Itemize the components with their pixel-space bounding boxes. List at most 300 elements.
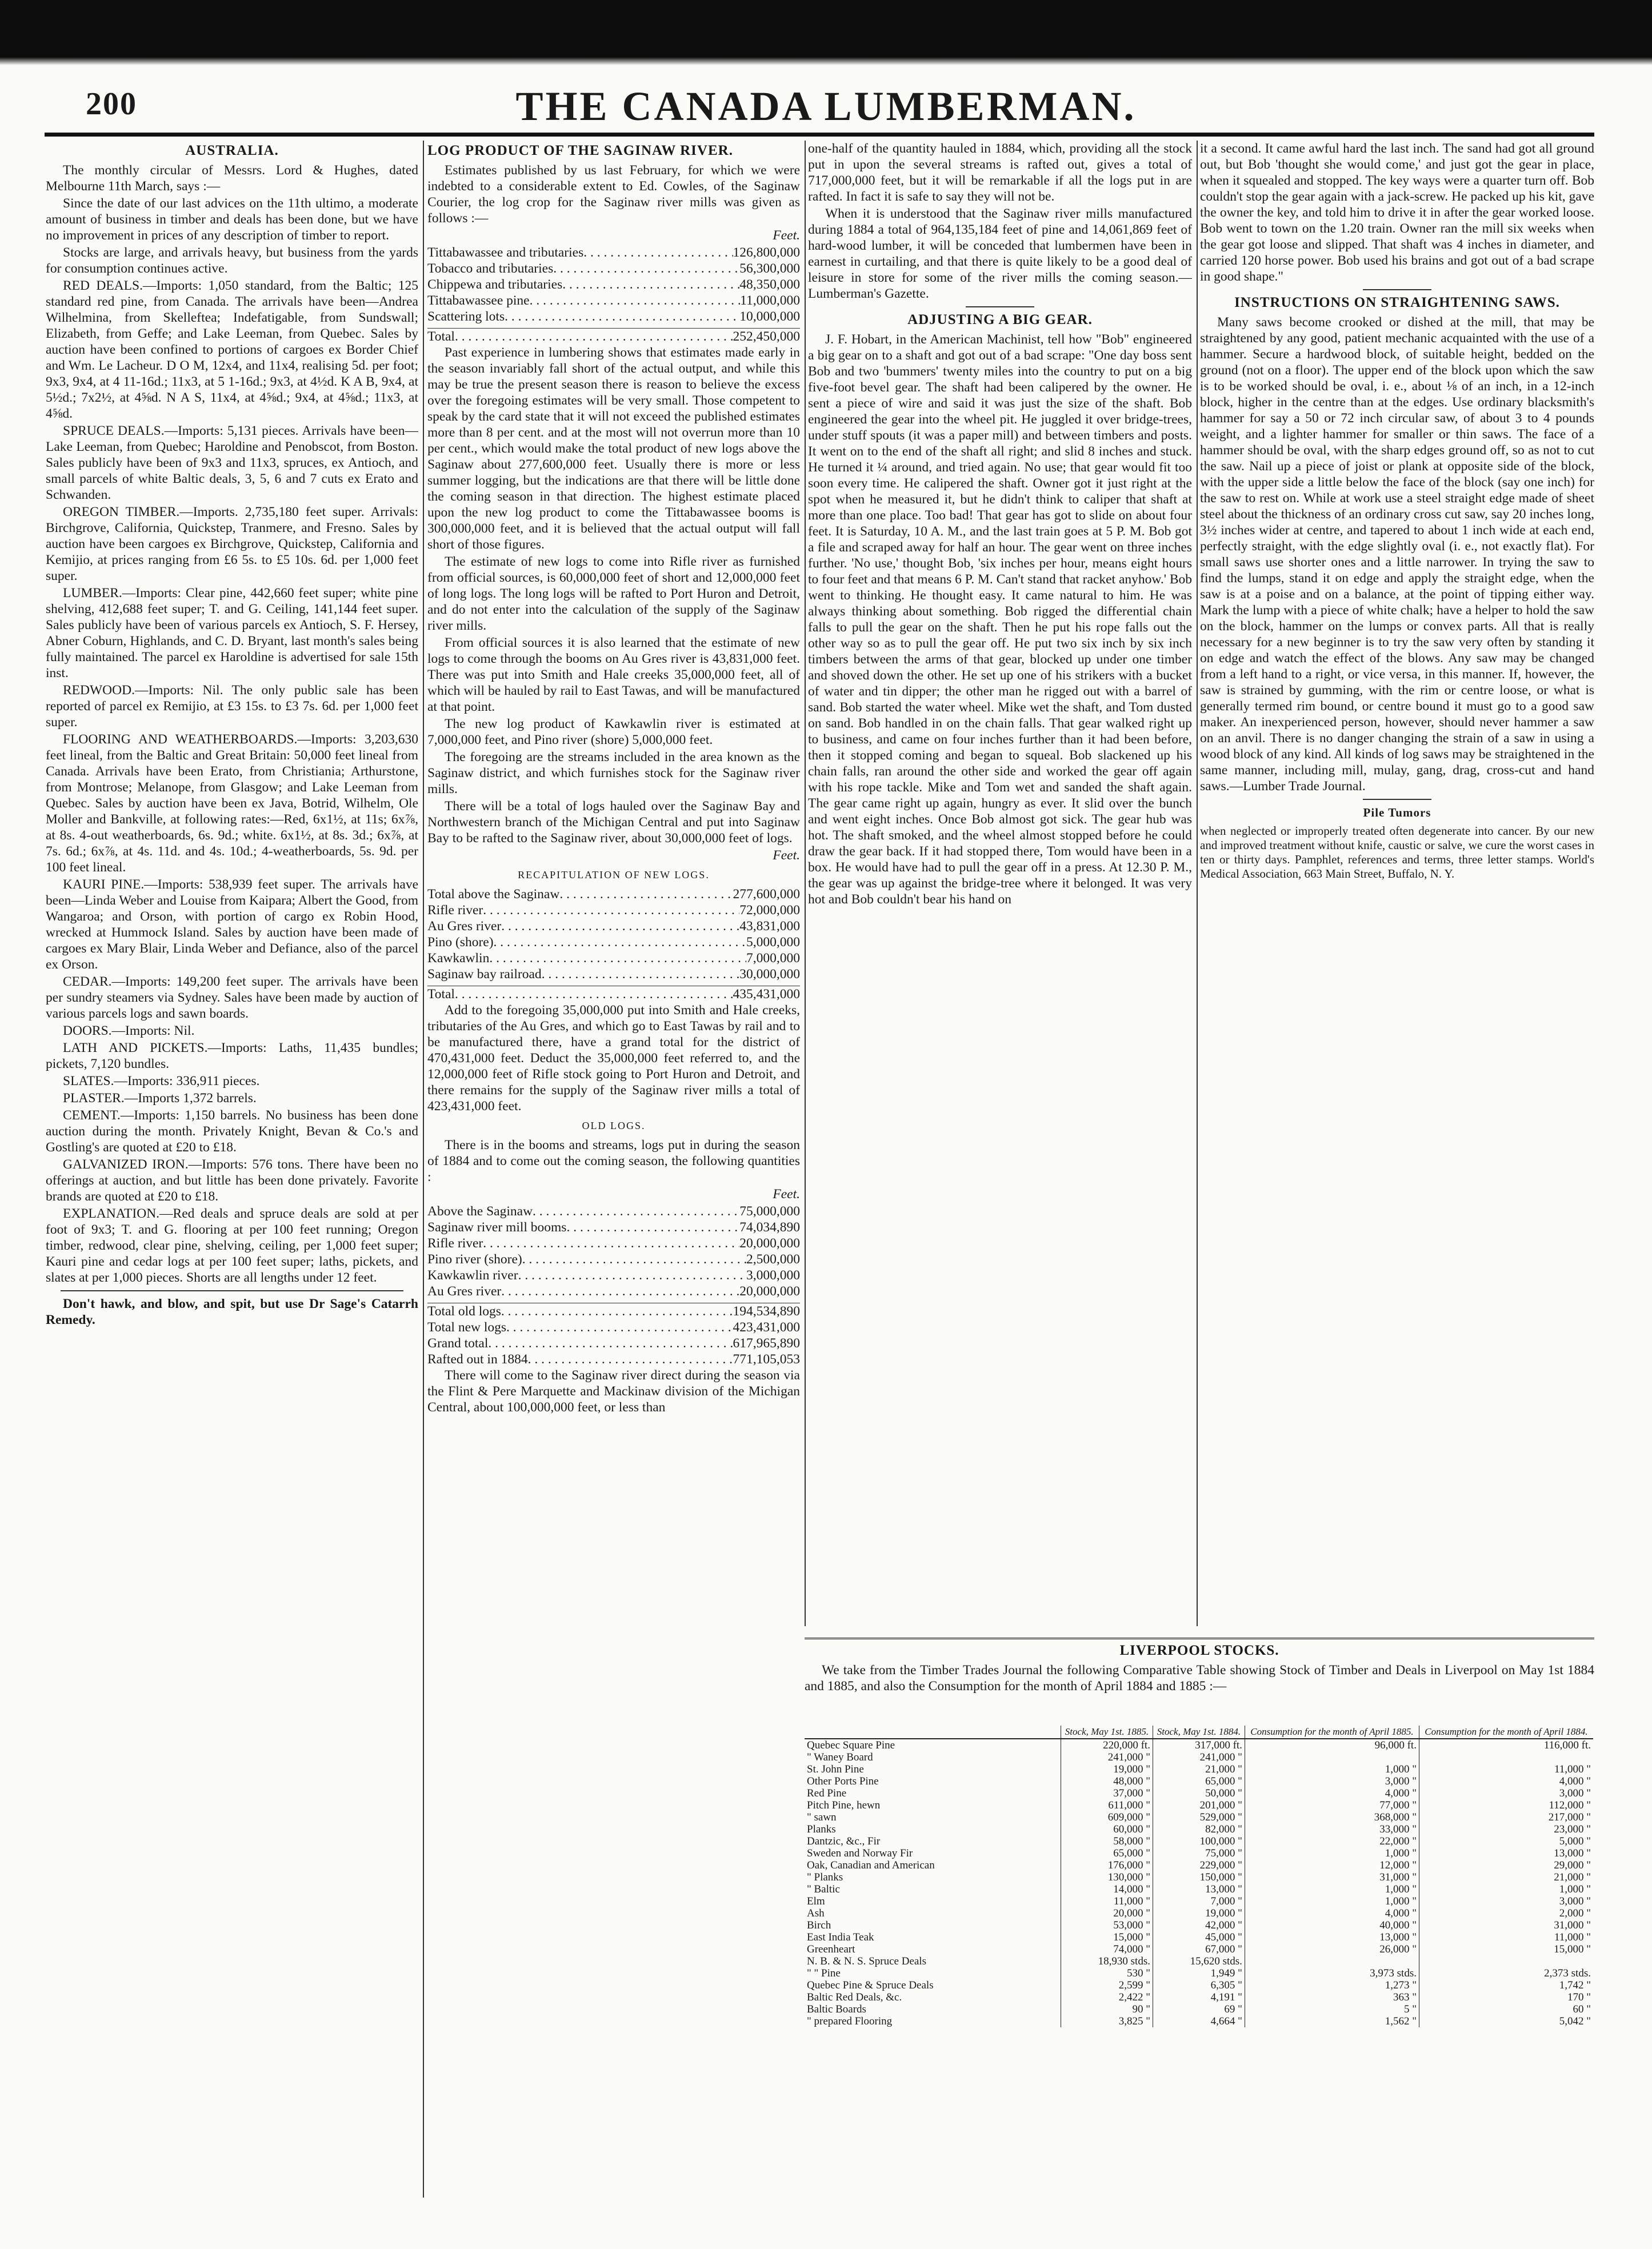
row-label: Total	[427, 329, 455, 344]
table-cell: 19,000 "	[1153, 1907, 1245, 1919]
row-label: N. B. & N. S. Spruce Deals	[807, 1955, 926, 1967]
row-label: " " Pine	[807, 1967, 841, 1979]
table-cell: 1,273 "	[1245, 1979, 1419, 1991]
dot-leader	[501, 918, 739, 934]
article-title: AUSTRALIA.	[185, 143, 279, 158]
table-cell: 2,373 stds.	[1419, 1967, 1593, 1979]
table-cell	[1419, 1955, 1593, 1967]
row-label: Elm	[807, 1895, 825, 1907]
table-cell: 26,000 "	[1245, 1943, 1419, 1955]
table-cell: 1,949 "	[1153, 1967, 1245, 1979]
table-row	[805, 1835, 1593, 1847]
liverpool-section	[805, 1638, 1594, 1694]
row-label: Pino river (shore)	[427, 1252, 522, 1267]
row-value: 48,350,000	[739, 277, 800, 292]
row-label: Quebec Pine & Spruce Deals	[807, 1979, 934, 1991]
table-cell: 4,191 "	[1153, 1991, 1245, 2003]
table-header: Stock, May 1st. 1885.	[1061, 1726, 1153, 1739]
row-value: 43,831,000	[739, 919, 800, 934]
paragraph: GALVANIZED IRON.—Imports: 576 tons. There have been no offerings at auction, and but little has been done privately. Favorite brands are quoted at £20 to £18.	[46, 1157, 418, 1204]
table-cell: 13,000 "	[1153, 1883, 1245, 1895]
row-label: Kawkawlin	[427, 951, 490, 966]
page-number: 200	[86, 86, 137, 122]
column-divider	[423, 141, 424, 2198]
table-cell: 58,000 "	[1061, 1835, 1153, 1847]
table-cell: 13,000 "	[1245, 1931, 1419, 1943]
table-row	[427, 950, 800, 966]
table-row	[427, 1203, 800, 1219]
row-label: Rafted out in 1884	[427, 1352, 528, 1367]
recap-title: RECAPITULATION OF NEW LOGS.	[518, 869, 710, 881]
row-label: Total new logs	[427, 1320, 507, 1335]
table-cell: 53,000 "	[1061, 1919, 1153, 1931]
paragraph: LUMBER.—Imports: Clear pine, 442,660 feet super; white pine shelving, 412,688 feet super; T. and G. Ceiling, 141,144 feet super. Sales publicly have been of various parcels ex Antioch, S. F. Hersey, Abner Coburn, Highlands, and C. D. Bryant, last month's sales being fully maintained. The parcel ex Haroldine is advertised for sale 15th inst.	[46, 586, 418, 681]
row-value: 126,800,000	[733, 245, 800, 260]
table-cell: 241,000 "	[1153, 1751, 1245, 1763]
dot-leader	[494, 934, 746, 950]
row-label: Chippewa and tributaries	[427, 277, 563, 292]
table-header: Stock, May 1st. 1884.	[1153, 1726, 1245, 1739]
row-label: " Planks	[807, 1871, 843, 1883]
column-australia	[46, 141, 418, 2232]
paragraph: RED DEALS.—Imports: 1,050 standard, from the Baltic; 125 standard red pine, from Canada. The arrivals have been—Andrea Wilhelmina, from Skelleftea; Indefatigable, from Sundswall; Elizabeth, from Geffe; and Lake Leeman, from Quebec. Sales by auction have been confined to portions of cargoes ex Border Chief and Wm. Le Lacheur. D O M, 12x4, and 11x4, realising 5d. per foot; 9x3, 9x4, at 4 11-16d.; 11x3, at 5 1-16d.; 9x3, at 4½d. K A B, 9x4, at 5½d.; 7x2½, at 4⅝d. N A S, 11x4, at 4⅝d.; 9x4, at 4⅝d.; 11x3, at 4⅝d.	[46, 278, 418, 421]
row-value: 435,431,000	[733, 987, 800, 1002]
table-cell: 3,000 "	[1419, 1787, 1593, 1799]
table-cell: 229,000 "	[1153, 1859, 1245, 1871]
table-row	[427, 886, 800, 902]
article-title: ADJUSTING A BIG GEAR.	[907, 312, 1093, 327]
paragraph: The foregoing are the streams included in the area known as the Saginaw district, and which furnishes stock for the Saginaw river mills.	[427, 750, 800, 797]
row-label: Red Pine	[807, 1787, 847, 1799]
table-cell: 4,664 "	[1153, 2015, 1245, 2027]
row-value: 277,600,000	[733, 887, 800, 902]
paragraph: Stocks are large, and arrivals heavy, but business from the yards for consumption continues active.	[46, 245, 418, 276]
table-cell: 18,930 stds.	[1061, 1955, 1153, 1967]
table-cell: 60 "	[1419, 2003, 1593, 2015]
table-body	[805, 1739, 1593, 2027]
paragraph: Since the date of our last advices on the 11th ultimo, a moderate amount of business in timber and deals has been done, but we have no improvement in prices of any description of timber to report.	[46, 196, 418, 243]
row-label: Quebec Square Pine	[807, 1739, 895, 1751]
row-label: Dantzic, &c., Fir	[807, 1835, 881, 1847]
table-row	[427, 1303, 800, 1319]
paragraph: CEDAR.—Imports: 149,200 feet super. The arrivals have been per sundry steamers via Sydney. Sales have been made by auction of various parcels logs and sawn boards.	[46, 974, 418, 1021]
paragraph: Estimates published by us last February, for which we were indebted to a considerable extent to Ed. Cowles, of the Saginaw Courier, the log crop for the Saginaw river mills was given as follows :—	[427, 163, 800, 226]
table-row	[805, 1943, 1593, 1955]
feet-label: Feet.	[773, 848, 800, 863]
dot-leader	[533, 1203, 739, 1219]
row-label: Ash	[807, 1907, 825, 1919]
dot-leader	[518, 1267, 746, 1283]
table-cell: 15,620 stds.	[1153, 1955, 1245, 1967]
dot-leader	[505, 309, 739, 325]
table-row	[805, 1811, 1593, 1823]
paragraph: When it is understood that the Saginaw river mills manufactured during 1884 a total of 964,135,184 feet of pine and 14,061,869 feet of hard-wood lumber, it will be conceded that lumbermen have been in earnest in curtailing, and that there is quite likely to be a good deal of leisure in store for some of the river mills the coming season.—Lumberman's Gazette.	[808, 206, 1192, 301]
row-value: 20,000,000	[739, 1236, 800, 1251]
advert-title: Pile Tumors	[1363, 806, 1431, 819]
table-cell: 1,562 "	[1245, 2015, 1419, 2027]
table-cell: 14,000 "	[1061, 1883, 1153, 1895]
table-row	[805, 1979, 1593, 1991]
row-value: 771,105,053	[733, 1352, 800, 1367]
row-value: 11,000,000	[740, 293, 800, 308]
table-cell: 65,000 "	[1153, 1775, 1245, 1787]
table-cell: 176,000 "	[1061, 1859, 1153, 1871]
table-cell: 50,000 "	[1153, 1787, 1245, 1799]
paragraph: Past experience in lumbering shows that estimates made early in the season invariably fall short of the actual output, and while this may be true the present season there is reason to believe the excess over the foregoing estimates will be very small. Those competent to speak by the card state that it will not exceed the published estimates more than 8 per cent. and at the most will not overrun more than 10 per cent., which would make the total product of new logs above the Saginaw about 277,600,000 feet. Usually there is more or less summer logging, but the indications are that there will be little done the coming season in that direction. The highest estimate placed upon the new log product to come the Tittabawassee booms is 300,000,000 feet, and it is believed that the actual output will fall short of those figures.	[427, 345, 800, 552]
row-label: " sawn	[807, 1811, 837, 1823]
table-cell: 2,000 "	[1419, 1907, 1593, 1919]
table-row	[805, 1955, 1593, 1967]
advertisement: Don't hawk, and blow, and spit, but use Dr Sage's Catarrh Remedy.	[46, 1296, 418, 1327]
table-cell: 220,000 ft.	[1061, 1739, 1153, 1751]
table-cell: 65,000 "	[1061, 1847, 1153, 1859]
recap-total-row	[427, 986, 800, 1002]
column-gear	[808, 141, 1192, 1632]
table-row	[805, 1967, 1593, 1979]
table-cell: 100,000 "	[1153, 1835, 1245, 1847]
table-row	[805, 2003, 1593, 2015]
table-cell: 170 "	[1419, 1991, 1593, 2003]
row-value: 3,000,000	[746, 1268, 800, 1283]
table-cell: 69 "	[1153, 2003, 1245, 2015]
dot-leader	[501, 1283, 739, 1299]
row-label: Baltic Red Deals, &c.	[807, 1991, 902, 2003]
row-value: 252,450,000	[733, 329, 800, 344]
paragraph: FLOORING AND WEATHERBOARDS.—Imports: 3,203,630 feet lineal, from the Baltic and Great Britain: 50,000 feet lineal from Canada. Arrivals have been Erato, from Christiania; Arthurstone, from Montrose; Melanope, from Glasgow; and Lake Leeman from Quebec. Sales by auction have been ex Java, Botrid, Wilhelm, Ole Moller and Bankville, at following rates:—Red, 6x1½, at 11s; 6x⅞, at 8s. 4-out weatherboards, 6s. 9d.; white. 6x1½, at 8s. 3d.; 6x⅞, at 7s. 6d.; 6x⅞, at 4s. 11d. and 4s. 10d.; 4-weatherboards, 5s. 9d. per 100 feet lineal.	[46, 732, 418, 875]
table-cell: 1,000 "	[1245, 1847, 1419, 1859]
table-cell: 6,305 "	[1153, 1979, 1245, 1991]
paragraph: There is in the booms and streams, logs put in during the season of 1884 and to come out the coming season, the following quantities :	[427, 1138, 800, 1184]
row-label: " prepared Flooring	[807, 2015, 893, 2027]
paragraph: one-half of the quantity hauled in 1884, which, providing all the stock put in upon the several streams is rafted out, gives a total of 717,000,000 feet, but it will be remarkable if all the logs put in are rafted. In fact it is safe to say they will not be.	[808, 141, 1192, 204]
old-logs-totals	[427, 1303, 800, 1367]
recap-list	[427, 886, 800, 982]
table-row	[427, 1267, 800, 1283]
table-cell: 15,000 "	[1061, 1931, 1153, 1943]
paragraph: J. F. Hobart, in the American Machinist, tell how "Bob" engineered a big gear on to a shaft and got out of a bad scrape: "One day boss sent Bob and two 'bummers' twenty miles into the country to put on a big five-foot bevel gear. The shaft had been calipered by the owner. He sent a piece of wire and said it was just the size of the shaft. Bob engineered the gear into the wheel pit. He juggled it over bridge-trees, under stuff spouts (it was a paper mill) and between timbers and posts. It went on to the end of the shaft all right; and slid 8 inches and stuck. He turned it ¼ around, and tried again. No use; that gear would fit too soon every time. He calipered the shaft. Owner got it just right at the spot when he measured it, but he didn't think to caliper that shaft at more than one place. Too bad! That gear has got to slide on about four feet. It is Saturday, 10 A. M., and the last train goes at 5 P. M. Bob got a file and scraped away for half an hour. The gear went on three inches further. 'No use,' thought Bob, 'six inches per hour, means eight hours to four feet and that means 6 P. M. Can't stand that racket anyhow.' Bob went to thinking. He thought easy. It came natural to him. He was always thinking about something. Bob rigged the differential chain falls to pull the gear on the shaft. Then he put his rope falls out the other way so as to pull the gear off. He put two six inch by six inch timbers between the arms of that gear, blocked up under one timber and shoved down the other. He set up one of his strikers with a bucket of water and tin dipper; the other man he rigged out with a barrel of sand. Bob started the water wheel. Mike wet the shaft, and Tom dusted on sand. Bob handled in on the chain falls. That gear walked right up to business, and came on four inches further than it had been before, then it stopped coming and began to squeal. Bob slackened up his chain falls, ran around the other side and worked the gear off again with his rope tackle. Mike and Tom wet and sanded the shaft again. The gear came right up again, hungry as ever. It slid over the bunch and went eight inches. Once Bob almost got sick. The gear hub was hot. The shaft smoked, and the wheel almost stopped before he could draw the gear back. If it had stopped there, Tom would have been in a box. He would have had to pull the gear off in a press. At 12.30 P. M., the gear was up against the bridge-tree where it belonged. It was very hot and Bob couldn't bear his hand on	[808, 332, 1192, 907]
table-header: Consumption for the month of April 1885.	[1245, 1726, 1419, 1739]
table-cell: 4,000 "	[1245, 1787, 1419, 1799]
row-label: " Waney Board	[807, 1751, 873, 1763]
table-row	[427, 309, 800, 325]
divider	[1363, 289, 1431, 290]
masthead: THE CANADA LUMBERMAN.	[515, 83, 1137, 129]
table-row	[805, 1907, 1593, 1919]
table-cell: 29,000 "	[1419, 1859, 1593, 1871]
table-row	[805, 2015, 1593, 2027]
dot-leader	[506, 1319, 733, 1335]
table-cell: 13,000 "	[1419, 1847, 1593, 1859]
table-cell: 3,000 "	[1245, 1775, 1419, 1787]
paragraph: OREGON TIMBER.—Imports. 2,735,180 feet super. Arrivals: Birchgrove, California, Quickstep, Tranmere, and Fresno. Sales by auction have been cargoes ex Birchgrove, Quickstep, California and Kemijio, at prices ranging from £6 5s. to £5 10s. 6d. per 1,000 feet super.	[46, 505, 418, 583]
table-cell: 67,000 "	[1153, 1943, 1245, 1955]
row-label: Tittabawassee pine	[427, 293, 530, 308]
column-divider	[805, 141, 806, 1626]
table-cell: 1,000 "	[1419, 1883, 1593, 1895]
row-value: 423,431,000	[733, 1320, 800, 1335]
table-row	[805, 1859, 1593, 1871]
table-cell: 116,000 ft.	[1419, 1739, 1593, 1751]
paragraph: Add to the foregoing 35,000,000 put into Smith and Hale creeks, tributaries of the Au Gres, and which go to East Tawas by rail and to be manufactured there, have a grand total for the district of 470,431,000 feet. Deduct the 35,000,000 feet referred to, and the 12,000,000 feet of Rifle stock going to Port Huron and Detroit, and there remains for the supply of the Saginaw river mills a total of 423,431,000 feet.	[427, 1003, 800, 1114]
row-label: Total above the Saginaw	[427, 887, 560, 902]
row-label: Rifle river	[427, 903, 483, 918]
row-label: Above the Saginaw	[427, 1204, 533, 1219]
divider	[1363, 799, 1431, 800]
column-saws	[1200, 141, 1594, 1632]
table-row	[427, 1235, 800, 1251]
table-cell: 12,000 "	[1245, 1859, 1419, 1871]
table-cell: 37,000 "	[1061, 1787, 1153, 1799]
paragraph: The monthly circular of Messrs. Lord & Hughes, dated Melbourne 11th March, says :—	[46, 163, 418, 194]
dot-leader	[488, 1335, 733, 1351]
table-cell: 3,825 "	[1061, 2015, 1153, 2027]
article-title: INSTRUCTIONS ON STRAIGHTENING SAWS.	[1234, 295, 1560, 310]
row-label: Au Gres river	[427, 1284, 502, 1299]
dot-leader	[483, 1235, 739, 1251]
table-row	[805, 1751, 1593, 1763]
table-cell: 11,000 "	[1419, 1931, 1593, 1943]
table-row	[427, 1219, 800, 1235]
paragraph: SPRUCE DEALS.—Imports: 5,131 pieces. Arrivals have been—Lake Leeman, from Quebec; Haroldine and Penobscot, from Boston. Sales publicly have been of 9x3 and 11x3, spruces, ex Antioch, and small parcels of white Baltic deals, 3, 5, 6 and 7 cuts ex Erato and Schwanden.	[46, 423, 418, 502]
row-label: Tobacco and tributaries	[427, 261, 554, 276]
table-row	[805, 1763, 1593, 1775]
table-cell: 11,000 "	[1061, 1895, 1153, 1907]
table-row	[427, 902, 800, 918]
table-header: Consumption for the month of April 1884.	[1419, 1726, 1593, 1739]
header-rule	[45, 133, 1594, 137]
feet-label: Feet.	[773, 1187, 800, 1202]
top-edge-scan-band	[0, 0, 1652, 57]
table-row	[427, 1351, 800, 1367]
table-cell: 48,000 "	[1061, 1775, 1153, 1787]
row-value: 2,500,000	[746, 1252, 800, 1267]
table-cell: 75,000 "	[1153, 1847, 1245, 1859]
row-label: St. John Pine	[807, 1763, 864, 1775]
table-cell: 11,000 "	[1419, 1763, 1593, 1775]
row-value: 20,000,000	[739, 1284, 800, 1299]
column-saginaw	[427, 141, 800, 2232]
table-cell: 130,000 "	[1061, 1871, 1153, 1883]
dot-leader	[528, 1351, 733, 1367]
table-cell: 112,000 "	[1419, 1799, 1593, 1811]
table-cell: 4,000 "	[1419, 1775, 1593, 1787]
paragraph: There will come to the Saginaw river direct during the season via the Flint & Pere Marquette and Mackinaw division of the Michigan Central, about 100,000,000 feet, or less than	[427, 1368, 800, 1415]
table-cell: 77,000 "	[1245, 1799, 1419, 1811]
table-row	[427, 261, 800, 277]
row-label: Sweden and Norway Fir	[807, 1847, 913, 1859]
table-row	[427, 293, 800, 309]
table-row	[805, 1919, 1593, 1931]
table-cell: 31,000 "	[1245, 1871, 1419, 1883]
row-value: 5,000,000	[746, 935, 800, 950]
table-cell: 2,422 "	[1061, 1991, 1153, 2003]
dot-leader	[553, 261, 739, 277]
advertisement: when neglected or improperly treated often degenerate into cancer. By our new and improved treatment without knife, caustic or salve, we cure the worst cases in ten or thirty days. Pamphlet, references and terms, three letter stamps. World's Medical Association, 663 Main Street, Buffalo, N. Y.	[1200, 824, 1594, 881]
article-title: LIVERPOOL STOCKS.	[1119, 1643, 1279, 1658]
table-row	[427, 966, 800, 982]
table-cell: 7,000 "	[1153, 1895, 1245, 1907]
row-label: Saginaw river mill booms	[427, 1220, 567, 1235]
table-cell: 33,000 "	[1245, 1823, 1419, 1835]
row-label: Oak, Canadian and American	[807, 1859, 935, 1871]
table-row	[805, 1739, 1593, 1751]
row-label: Other Ports Pine	[807, 1775, 879, 1787]
table-cell: 1,000 "	[1245, 1895, 1419, 1907]
row-label: Au Gres river	[427, 919, 502, 934]
row-value: 7,000,000	[746, 951, 800, 966]
paragraph: REDWOOD.—Imports: Nil. The only public sale has been reported of parcel ex Remijio, at £3 15s. to £3 7s. 6d. per 1,000 feet super.	[46, 683, 418, 730]
table-cell: 5,042 "	[1419, 2015, 1593, 2027]
table-cell: 2,599 "	[1061, 1979, 1153, 1991]
table-cell: 317,000 ft.	[1153, 1739, 1245, 1751]
table-cell: 363 "	[1245, 1991, 1419, 2003]
paragraph: EXPLANATION.—Red deals and spruce deals are sold at per foot of 9x3; T. and G. flooring at per 100 feet running; Oregon timber, redwood, clear pine, shelving, ceiling, per 1,000 feet super; Kauri pine and cedar logs at per 100 feet super; laths, pickets, and slates at per 1,000 pieces. Shorts are all lengths under 12 feet.	[46, 1206, 418, 1285]
crop-estimate-list	[427, 245, 800, 325]
table-row	[427, 918, 800, 934]
table-cell: 150,000 "	[1153, 1871, 1245, 1883]
table-cell: 1,000 "	[1245, 1883, 1419, 1895]
row-label: Saginaw bay railroad	[427, 967, 542, 982]
dot-leader	[483, 902, 739, 918]
table-row	[805, 1931, 1593, 1943]
table-header-item	[805, 1726, 1061, 1739]
dot-leader	[559, 886, 733, 902]
row-label: Pino (shore)	[427, 935, 494, 950]
row-value: 30,000,000	[739, 967, 800, 982]
row-label: Baltic Boards	[807, 2003, 866, 2015]
liverpool-stocks-table	[805, 1726, 1593, 2027]
row-value: 194,534,890	[733, 1304, 800, 1319]
table-cell	[1245, 1751, 1419, 1763]
table-row	[427, 934, 800, 950]
paragraph: The new log product of Kawkawlin river is estimated at 7,000,000 feet, and Pino river (shore) 5,000,000 feet.	[427, 717, 800, 747]
table-row	[805, 1799, 1593, 1811]
row-label: Greenheart	[807, 1943, 855, 1955]
table-row	[805, 1895, 1593, 1907]
row-value: 10,000,000	[739, 309, 800, 324]
row-label: Scattering lots	[427, 309, 505, 324]
row-value: 617,965,890	[733, 1336, 800, 1351]
table-cell: 45,000 "	[1153, 1931, 1245, 1943]
table-row	[805, 1823, 1593, 1835]
paragraph: From official sources it is also learned that the estimate of new logs to come through the booms on Au Gres river is 43,831,000 feet. There was put into Smith and Hale creeks 35,000,000 feet, all of which will be hauled by rail to East Tawas, and will be manufactured at that point.	[427, 635, 800, 714]
divider	[61, 1290, 403, 1291]
paragraph: it a second. It came awful hard the last inch. The sand had got all ground out, but Bob 'thought she would come,' and just got the gear in place, when it squealed and stopped. The key ways were a quarter turn off. Bob couldn't stop the gear again with a jack-screw. He packed up his kit, gave the owner the key, and told him to drive it in after the gear worked loose. Bob went to town on the 1.20 train. Owner ran the mill six weeks when the gear got loose and slipped. That shaft was 4 inches in diameter, and carried 120 horse power. Bob used his brains and got out of a bad scrape in good shape."	[1200, 141, 1594, 284]
dot-leader	[530, 293, 740, 309]
row-label: Birch	[807, 1919, 831, 1931]
table-cell: 3,000 "	[1419, 1895, 1593, 1907]
dot-leader	[501, 1303, 733, 1319]
table-row	[427, 277, 800, 293]
table-row	[805, 1871, 1593, 1883]
row-label: Pitch Pine, hewn	[807, 1799, 881, 1811]
table-cell: 241,000 "	[1061, 1751, 1153, 1763]
table-cell: 530 "	[1061, 1967, 1153, 1979]
dot-leader	[566, 1219, 739, 1235]
paragraph: We take from the Timber Trades Journal the following Comparative Table showing Stock of Timber and Deals in Liverpool on May 1st 1884 and 1885, and also the Consumption for the month of April 1884 and 1885 :—	[805, 1663, 1594, 1694]
table-cell: 5,000 "	[1419, 1835, 1593, 1847]
row-label: Kawkawlin river	[427, 1268, 518, 1283]
row-label: " Baltic	[807, 1883, 840, 1895]
table-cell: 611,000 "	[1061, 1799, 1153, 1811]
table-row	[427, 1283, 800, 1299]
dot-leader	[522, 1251, 746, 1267]
table-row	[427, 1319, 800, 1335]
paragraph: PLASTER.—Imports 1,372 barrels.	[63, 1091, 257, 1106]
table-cell: 60,000 "	[1061, 1823, 1153, 1835]
row-value: 75,000,000	[739, 1204, 800, 1219]
table-cell: 21,000 "	[1153, 1763, 1245, 1775]
dot-leader	[542, 966, 740, 982]
table-cell	[1419, 1751, 1593, 1763]
table-cell: 529,000 "	[1153, 1811, 1245, 1823]
row-label: Total	[427, 987, 455, 1002]
paragraph: DOORS.—Imports: Nil.	[63, 1023, 195, 1038]
paragraph: CEMENT.—Imports: 1,150 barrels. No business has been done auction during the month. Privately Knight, Bevan & Co.'s and Gostling's are quoted at £20 to £18.	[46, 1108, 418, 1155]
old-logs-title: OLD LOGS.	[582, 1120, 646, 1131]
paragraph: Many saws become crooked or dished at the mill, that may be straightened by any good, patient mechanic acquainted with the use of a hammer. Secure a hardwood block, of suitable height, bedded on the ground (not on a floor). The upper end of the block upon which the saw is to be worked should be oval, i. e., about ⅛ of an inch, in a 12-inch block, higher in the centre than at the edges. Use ordinary blacksmith's hammer for say a 50 or 72 inch circular saw, of about 3 to 4 pounds weight, and a lighter hammer for smaller or thin saws. The face of a hammer should be oval, with the sharp edges ground off, so as not to cut the saw. Nail up a piece of joist or plank at opposite side of the block, with the upper side a little below the face of the block (say one inch) for the saw to rest on. While at work use a steel straight edge made of sheet steel about the thickness of an ordinary cross cut saw, say 20 inches long, 3½ inches wider at centre, and tapered to about 1 inch wide at each end, perfectly straight, with the edge slightly oval (i. e., not exactly flat). For small saws use shorter ones and a little narrower. In trying the saw to find the lumps, stand it on edge and apply the straight edge, when the saw is at a poise and on a balance, at the point of tipping either way. Mark the lump with a piece of white chalk; have a helper to hold the saw on the block, hammer on the lumps or convex parts. All that is really necessary for a new beginner is to try the saw very often by standing it on edge and watch the effect of the blows. Any saw may be changed from a left hand to a right, or vice versa, in this manner. If, however, the saw is strained by gumming, with the rim or centre loose, or what is generally termed rim bound, or centre bound it must go to a good saw maker. An inexperienced person, however, should never hammer a saw on an anvil. There is no danger changing the strain of a saw in using a wood block of any kind. All kinds of log saws may be straightened in the same manner, including mill, mulay, gang, drag, cross-cut and hand saws.—Lumber Trade Journal.	[1200, 315, 1594, 794]
paragraph: SLATES.—Imports: 336,911 pieces.	[63, 1074, 260, 1089]
table-cell: 40,000 "	[1245, 1919, 1419, 1931]
table-cell: 4,000 "	[1245, 1907, 1419, 1919]
old-logs-list	[427, 1203, 800, 1299]
column-divider	[1197, 141, 1198, 1626]
table-row	[805, 1787, 1593, 1799]
row-label: East India Teak	[807, 1931, 874, 1943]
table-cell: 15,000 "	[1419, 1943, 1593, 1955]
feet-label: Feet.	[773, 228, 800, 243]
crop-total-row	[427, 328, 800, 345]
dot-leader	[583, 245, 733, 261]
table-row	[427, 1335, 800, 1351]
row-label: Grand total	[427, 1336, 489, 1351]
row-label: Rifle river	[427, 1236, 483, 1251]
table-row	[805, 1991, 1593, 2003]
table-cell: 74,000 "	[1061, 1943, 1153, 1955]
table-row	[427, 1251, 800, 1267]
table-cell: 201,000 "	[1153, 1799, 1245, 1811]
row-value: 72,000,000	[739, 903, 800, 918]
table-cell: 609,000 "	[1061, 1811, 1153, 1823]
table-row	[805, 1775, 1593, 1787]
table-cell: 5 "	[1245, 2003, 1419, 2015]
table-cell: 31,000 "	[1419, 1919, 1593, 1931]
table-cell: 1,000 "	[1245, 1763, 1419, 1775]
table-cell: 22,000 "	[1245, 1835, 1419, 1847]
table-cell: 21,000 "	[1419, 1871, 1593, 1883]
dot-leader	[562, 277, 739, 293]
table-cell: 1,742 "	[1419, 1979, 1593, 1991]
table-cell: 217,000 "	[1419, 1811, 1593, 1823]
row-label: Tittabawassee and tributaries	[427, 245, 584, 260]
table-cell: 23,000 "	[1419, 1823, 1593, 1835]
dot-leader	[489, 950, 746, 966]
table-cell: 3,973 stds.	[1245, 1967, 1419, 1979]
paragraph: LATH AND PICKETS.—Imports: Laths, 11,435 bundles; pickets, 7,120 bundles.	[46, 1041, 418, 1071]
paragraph: There will be a total of logs hauled over the Saginaw Bay and Northwestern branch of the Michigan Central and put into Saginaw Bay to be rafted to the Saginaw river, about 30,000,000 feet of logs.	[427, 799, 800, 846]
row-value: 56,300,000	[739, 261, 800, 276]
divider	[966, 306, 1034, 307]
table-row	[805, 1883, 1593, 1895]
paragraph: The estimate of new logs to come into Rifle river as furnished from official sources, is 60,000,000 feet of short and 12,000,000 feet of long logs. The long logs will be rafted to Port Huron and Detroit, and do not enter into the calculation of the supply of the Saginaw river mills.	[427, 554, 800, 633]
table-cell: 90 "	[1061, 2003, 1153, 2015]
table-cell: 368,000 "	[1245, 1811, 1419, 1823]
table-row	[427, 245, 800, 261]
table-cell: 82,000 "	[1153, 1823, 1245, 1835]
table-cell: 20,000 "	[1061, 1907, 1153, 1919]
article-title: LOG PRODUCT OF THE SAGINAW RIVER.	[427, 143, 733, 158]
row-value: 74,034,890	[739, 1220, 800, 1235]
